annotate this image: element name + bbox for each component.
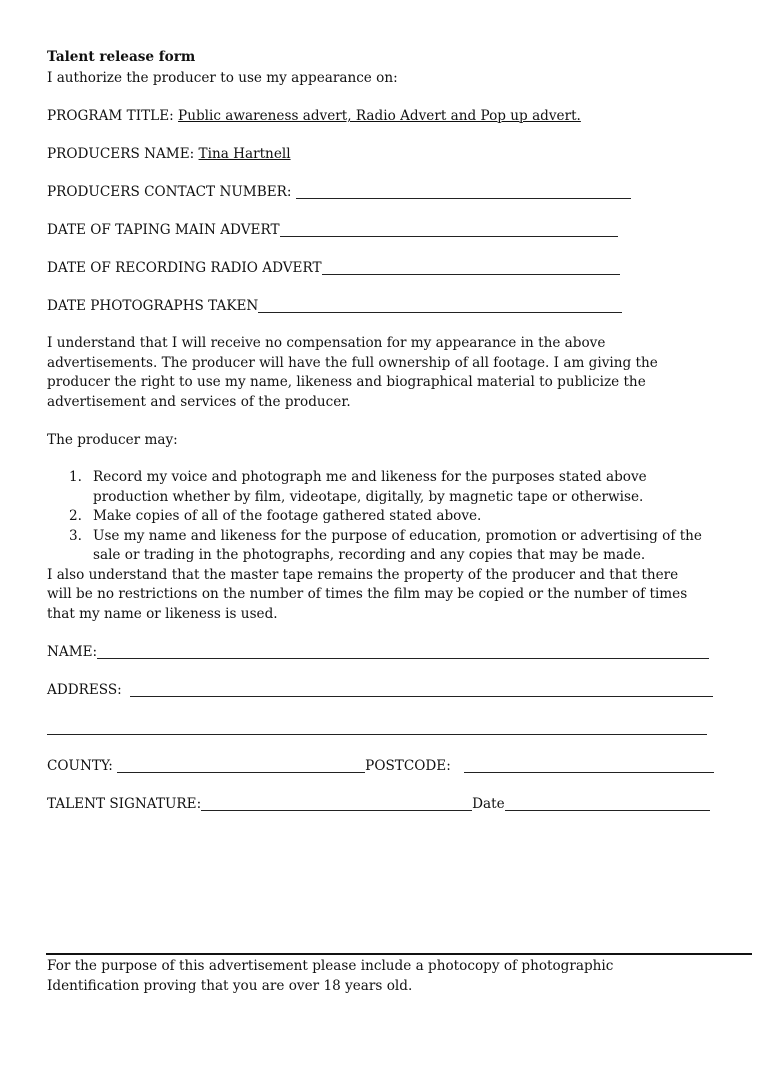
program-title-value: Public awareness advert, Radio Advert and Pop up advert.: [178, 108, 581, 124]
list-item-number: 3.: [69, 527, 82, 544]
address-line-2-field[interactable]: [47, 720, 707, 735]
master-tape-paragraph: [47, 566, 727, 625]
understanding-line: producer the right to use my name, likeness and biographical material to publicize the: [47, 374, 646, 390]
list-item-line: Record my voice and photograph me and likeness for the purposes stated above: [93, 469, 647, 485]
footer-divider: [46, 953, 752, 955]
producer-may-heading: The producer may:: [47, 432, 178, 448]
list-item-line: sale or trading in the photographs, recording and any copies that may be made.: [93, 547, 646, 563]
understanding-line: advertisements. The producer will have the full ownership of all footage. I am giving the: [47, 354, 658, 371]
footer-line: For the purpose of this advertisement please include a photocopy of photographic: [47, 958, 614, 974]
producers-contact-field[interactable]: [296, 184, 631, 199]
program-title-row: [47, 106, 727, 126]
county-postcode-row: [47, 756, 727, 776]
talent-signature-field[interactable]: [201, 796, 472, 811]
name-field[interactable]: [97, 644, 709, 659]
date-recording-field[interactable]: [322, 260, 620, 275]
footer-line: Identification proving that you are over 18 years old.: [47, 977, 413, 994]
list-item: [47, 507, 727, 527]
date-photographs-row: [47, 296, 727, 316]
postcode-field[interactable]: [464, 758, 714, 773]
talent-signature-row: [47, 794, 727, 814]
master-tape-line: I also understand that the master tape remains the property of the producer and that there: [47, 566, 679, 583]
footer-note: [47, 957, 747, 996]
date-photographs-label: DATE PHOTOGRAPHS TAKEN: [47, 298, 259, 314]
producers-name-row: [47, 144, 727, 164]
list-item-line: Make copies of all of the footage gathered stated above.: [93, 508, 482, 524]
understanding-line: advertisement and services of the producer.: [47, 393, 351, 410]
producers-contact-label: PRODUCERS CONTACT NUMBER:: [47, 184, 292, 200]
release-form: [47, 46, 727, 814]
producer-may-list: [47, 468, 727, 566]
date-recording-label: DATE OF RECORDING RADIO ADVERT: [47, 260, 322, 276]
understanding-line: I understand that I will receive no compensation for my appearance in the above: [47, 335, 606, 351]
list-item-line: Use my name and likeness for the purpose of education, promotion or advertising of the: [93, 527, 702, 544]
address-row: [47, 680, 727, 700]
date-taping-label: DATE OF TAPING MAIN ADVERT: [47, 222, 280, 238]
list-item-line: production whether by film, videotape, digitally, by magnetic tape or otherwise.: [93, 488, 644, 505]
list-item-number: 1.: [69, 469, 82, 485]
master-tape-line: will be no restrictions on the number of times the film may be copied or the number of times: [47, 586, 688, 602]
program-title-label: PROGRAM TITLE:: [47, 108, 174, 124]
address-field[interactable]: [130, 682, 713, 697]
date-photographs-field[interactable]: [258, 298, 622, 313]
county-label: COUNTY:: [47, 758, 113, 774]
producers-name-label: PRODUCERS NAME:: [47, 146, 195, 162]
address-line-2-row: [47, 718, 727, 738]
producers-name-value: Tina Hartnell: [198, 146, 291, 162]
list-item: [47, 468, 727, 507]
date-label: Date: [472, 796, 505, 812]
master-tape-line: that my name or likeness is used.: [47, 605, 278, 622]
producers-contact-row: [47, 182, 727, 202]
form-title: Talent release form: [47, 49, 196, 65]
talent-signature-label: TALENT SIGNATURE:: [47, 796, 202, 812]
postcode-label: POSTCODE:: [365, 758, 451, 774]
county-field[interactable]: [117, 758, 365, 773]
date-taping-field[interactable]: [280, 222, 618, 237]
address-label: ADDRESS:: [47, 682, 122, 698]
name-label: NAME:: [47, 644, 98, 660]
list-item-number: 2.: [69, 508, 82, 524]
intro-text: I authorize the producer to use my appearance on:: [47, 70, 398, 86]
understanding-paragraph: [47, 334, 727, 412]
list-item: [47, 527, 727, 566]
date-taping-row: [47, 220, 727, 240]
date-recording-row: [47, 258, 727, 278]
name-row: [47, 642, 727, 662]
date-field[interactable]: [505, 796, 710, 811]
